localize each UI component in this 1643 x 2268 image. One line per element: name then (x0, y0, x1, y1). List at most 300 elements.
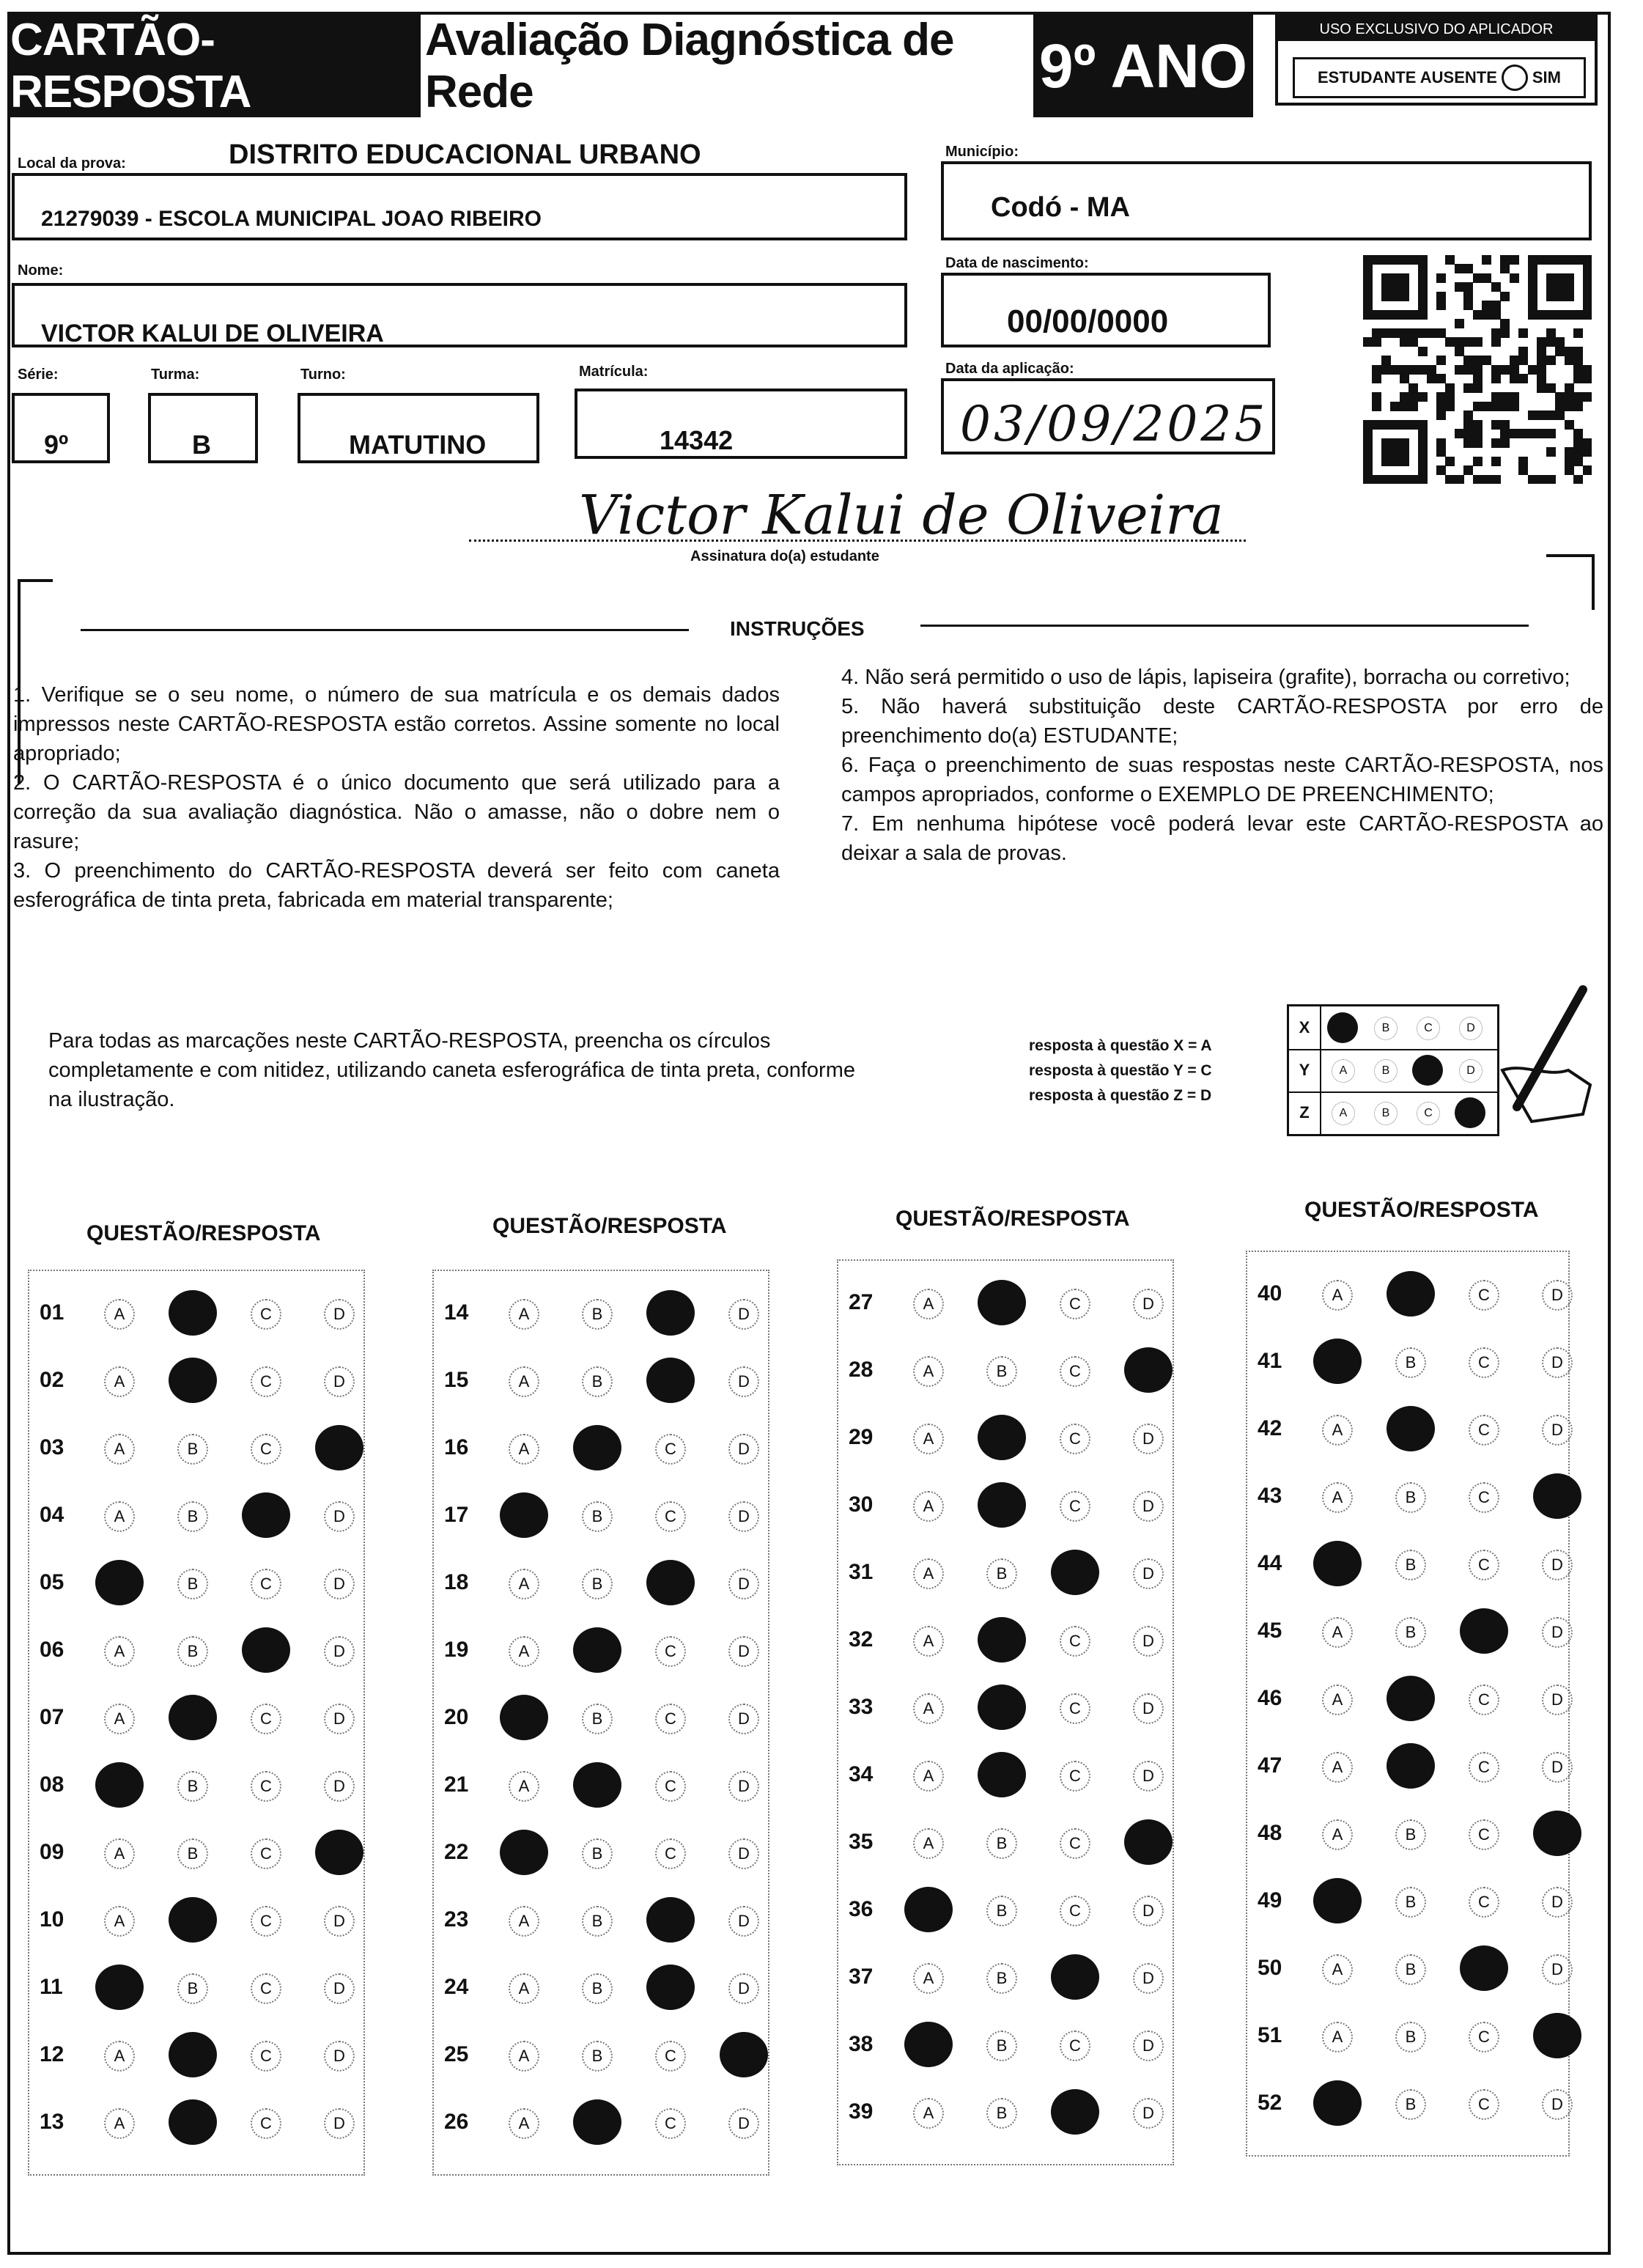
answer-bubble-filled[interactable] (1051, 1550, 1099, 1595)
answer-bubble[interactable]: D (728, 1569, 759, 1599)
answer-bubble-filled[interactable] (1460, 1608, 1508, 1654)
answer-bubble-filled[interactable] (242, 1492, 290, 1538)
answer-bubble[interactable]: A (1322, 1819, 1353, 1850)
answer-bubble-filled[interactable] (95, 1560, 144, 1605)
answer-bubble[interactable]: B (1395, 1347, 1426, 1378)
answer-bubble-filled[interactable] (1313, 2080, 1362, 2126)
answer-bubble[interactable]: D (324, 1569, 355, 1599)
answer-bubble[interactable]: C (251, 1299, 281, 1330)
qr-module (1445, 392, 1455, 402)
qr-module (1565, 465, 1574, 475)
qr-module (1390, 457, 1400, 466)
qr-module (1372, 255, 1381, 265)
answer-bubble-filled[interactable] (978, 1685, 1026, 1730)
answer-bubble[interactable]: A (913, 1424, 944, 1454)
answer-bubble[interactable]: D (1133, 2030, 1164, 2061)
answer-bubble-filled[interactable] (169, 2032, 217, 2077)
answer-bubble[interactable]: B (1395, 2089, 1426, 2120)
answer-bubble-filled[interactable] (1313, 1878, 1362, 1923)
answer-bubble[interactable]: D (728, 1973, 759, 2004)
answer-bubble[interactable]: C (1469, 1415, 1499, 1446)
answer-bubble-filled[interactable] (1051, 1954, 1099, 2000)
answer-bubble[interactable]: D (728, 1704, 759, 1734)
answer-bubble[interactable]: A (913, 1693, 944, 1724)
answer-bubble[interactable]: B (177, 1501, 208, 1532)
answer-bubble[interactable]: B (1395, 1482, 1426, 1513)
question-number: 35 (849, 1830, 874, 1854)
nome-value: VICTOR KALUI DE OLIVEIRA (41, 320, 384, 347)
answer-bubble[interactable]: B (582, 1838, 613, 1869)
qr-module (1363, 255, 1373, 265)
answer-bubble-filled[interactable] (315, 1425, 363, 1470)
answer-bubble[interactable]: D (1542, 1954, 1573, 1985)
answer-bubble[interactable]: D (324, 1906, 355, 1937)
answer-bubble[interactable]: B (1395, 1819, 1426, 1850)
answer-bubble[interactable]: A (913, 1289, 944, 1319)
answer-bubble[interactable]: B (177, 1973, 208, 2004)
answer-bubble-filled[interactable] (978, 1482, 1026, 1528)
answer-bubble[interactable]: D (728, 1771, 759, 1802)
qr-module (1537, 356, 1546, 365)
answer-bubble-filled[interactable] (169, 1290, 217, 1336)
answer-bubble[interactable]: D (1542, 1617, 1573, 1648)
answer-bubble[interactable]: D (324, 1704, 355, 1734)
qr-module (1555, 402, 1565, 411)
answer-bubble[interactable]: D (1133, 1289, 1164, 1319)
question-number: 13 (40, 2110, 64, 2134)
answer-bubble[interactable]: B (582, 1973, 613, 2004)
answer-bubble[interactable]: C (655, 1838, 686, 1869)
qr-module (1573, 255, 1583, 265)
answer-bubble[interactable]: A (913, 1491, 944, 1522)
qr-module (1418, 301, 1428, 310)
qr-module (1565, 282, 1574, 292)
answer-bubble[interactable]: D (728, 1299, 759, 1330)
question-number: 21 (444, 1772, 469, 1797)
answer-bubble[interactable]: A (913, 1963, 944, 1994)
answer-bubble-filled[interactable] (500, 1830, 548, 1875)
qr-module (1537, 347, 1546, 356)
question-number: 36 (849, 1897, 874, 1921)
question-number: 34 (849, 1762, 874, 1786)
qr-module (1363, 337, 1373, 347)
answer-bubble-filled[interactable] (1533, 2013, 1581, 2058)
answer-bubble[interactable]: B (986, 1356, 1017, 1387)
answer-bubble[interactable]: D (1133, 1424, 1164, 1454)
qr-module (1473, 383, 1483, 393)
instruction-6: 6. Faça o preenchimento de suas respostas neste CARTÃO-RESPOSTA, nos campos apropriados, conforme o EXEMPLO DE PREENCHIMENTO; (841, 754, 1603, 806)
qr-module (1510, 392, 1519, 402)
instruction-4: 4. Não será permitido o uso de lápis, lapiseira (grafite), borracha ou corretivo; (841, 666, 1570, 689)
question-number: 28 (849, 1358, 874, 1382)
nascimento-label: Data de nascimento: (945, 255, 1089, 271)
answer-bubble-filled[interactable] (1313, 1541, 1362, 1586)
answer-bubble[interactable]: C (1060, 1356, 1090, 1387)
answer-bubble[interactable]: C (251, 1838, 281, 1869)
answer-bubble[interactable]: A (509, 1636, 539, 1667)
answer-bubble[interactable]: C (1469, 1685, 1499, 1715)
grade-label: 9º ANO (1033, 15, 1253, 117)
answer-bubble-filled[interactable] (978, 1617, 1026, 1663)
absent-checkbox[interactable] (1502, 65, 1528, 91)
answer-bubble-filled[interactable] (1124, 1819, 1173, 1865)
answer-bubble[interactable]: B (986, 2030, 1017, 2061)
answer-bubble[interactable]: D (1542, 1550, 1573, 1580)
question-number: 39 (849, 2099, 874, 2124)
answer-bubble[interactable]: C (251, 1704, 281, 1734)
answer-bubble[interactable]: C (655, 1501, 686, 1532)
qr-module (1528, 273, 1537, 283)
answer-bubble-filled[interactable] (646, 1897, 695, 1943)
answer-bubble[interactable]: B (582, 1569, 613, 1599)
qr-module (1445, 402, 1455, 411)
qr-module (1510, 429, 1519, 438)
turno-label: Turno: (300, 367, 346, 383)
answer-bubble[interactable]: A (104, 1636, 135, 1667)
answer-bubble[interactable]: D (728, 2108, 759, 2139)
question-number: 24 (444, 1975, 469, 1999)
qr-module (1427, 365, 1436, 375)
answer-bubble[interactable]: B (1395, 2022, 1426, 2052)
qr-module (1381, 292, 1391, 301)
answer-bubble[interactable]: B (582, 1704, 613, 1734)
answer-bubble-filled[interactable] (95, 1762, 144, 1808)
answer-bubble[interactable]: A (1322, 1617, 1353, 1648)
qr-module (1381, 365, 1391, 375)
answer-bubble-filled[interactable] (1533, 1811, 1581, 1856)
question-number: 17 (444, 1503, 469, 1527)
answer-bubble[interactable]: C (1469, 1752, 1499, 1783)
qr-module (1400, 402, 1409, 411)
answer-bubble[interactable]: C (655, 1636, 686, 1667)
answer-bubble-filled[interactable] (1460, 1945, 1508, 1991)
answer-bubble[interactable]: D (1133, 1693, 1164, 1724)
answer-bubble-filled[interactable] (315, 1830, 363, 1875)
answer-bubble[interactable]: A (1322, 2022, 1353, 2052)
answer-bubble[interactable]: C (1469, 2089, 1499, 2120)
matricula-field (575, 389, 907, 459)
answer-bubble-filled[interactable] (573, 1627, 621, 1673)
answer-bubble-filled[interactable] (169, 1695, 217, 1740)
answer-bubble[interactable]: C (1469, 1347, 1499, 1378)
answer-bubble[interactable]: C (1060, 1828, 1090, 1859)
answer-bubble[interactable]: D (324, 1366, 355, 1397)
answer-bubble[interactable]: B (1395, 1887, 1426, 1918)
answer-bubble-filled[interactable] (169, 2099, 217, 2145)
answer-bubble[interactable]: A (509, 2108, 539, 2139)
answer-bubble-filled[interactable] (169, 1897, 217, 1943)
answer-bubble-filled[interactable] (720, 2032, 768, 2077)
answer-bubble[interactable]: A (509, 1973, 539, 2004)
answer-bubble-filled[interactable] (242, 1627, 290, 1673)
answer-bubble[interactable]: A (509, 1366, 539, 1397)
answer-bubble[interactable]: D (324, 2108, 355, 2139)
answer-bubble[interactable]: C (1060, 1896, 1090, 1926)
qr-module (1528, 410, 1537, 420)
answer-bubble[interactable]: D (324, 1973, 355, 2004)
answer-bubble[interactable]: A (104, 1906, 135, 1937)
answer-bubble[interactable]: A (104, 1366, 135, 1397)
answer-bubble[interactable]: A (104, 2108, 135, 2139)
answer-bubble[interactable]: D (1133, 1896, 1164, 1926)
answer-bubble[interactable]: A (509, 1434, 539, 1465)
answer-bubble[interactable]: D (324, 1501, 355, 1532)
answer-bubble[interactable]: C (1469, 1819, 1499, 1850)
qr-module (1573, 310, 1583, 320)
answer-bubble[interactable]: D (324, 2041, 355, 2072)
qr-module (1565, 392, 1574, 402)
answer-bubble[interactable]: D (1133, 1626, 1164, 1657)
answer-bubble-filled[interactable] (646, 1965, 695, 2010)
qr-module (1565, 273, 1574, 283)
answer-bubble-filled[interactable] (978, 1752, 1026, 1797)
answer-bubble[interactable]: B (582, 1906, 613, 1937)
answer-bubble[interactable]: C (1060, 1289, 1090, 1319)
answer-bubble[interactable]: B (582, 2041, 613, 2072)
question-number: 33 (849, 1695, 874, 1719)
question-number: 41 (1258, 1349, 1282, 1373)
answer-bubble[interactable]: D (1542, 1685, 1573, 1715)
answer-bubble[interactable]: A (913, 1558, 944, 1589)
answer-bubble[interactable]: A (104, 2041, 135, 2072)
qr-module (1363, 438, 1373, 448)
answer-bubble[interactable]: A (104, 1704, 135, 1734)
answer-bubble[interactable]: D (728, 1838, 759, 1869)
answer-bubble[interactable]: A (913, 2098, 944, 2129)
qr-module (1400, 457, 1409, 466)
answer-bubble[interactable]: B (582, 1501, 613, 1532)
qr-module (1473, 420, 1483, 430)
answer-bubble[interactable]: B (1395, 1550, 1426, 1580)
qr-module (1537, 255, 1546, 265)
answer-bubble-filled[interactable] (573, 2099, 621, 2145)
answer-bubble-filled[interactable] (646, 1358, 695, 1403)
answer-bubble[interactable]: A (104, 1434, 135, 1465)
answers-column-header: QUESTÃO/RESPOSTA (896, 1207, 1130, 1231)
qr-module (1436, 402, 1446, 411)
answer-bubble[interactable]: B (582, 1366, 613, 1397)
answer-bubble-filled[interactable] (1387, 1271, 1435, 1317)
answer-bubble[interactable]: C (251, 1771, 281, 1802)
answer-bubble-filled[interactable] (1387, 1743, 1435, 1789)
answer-bubble[interactable]: C (1469, 1482, 1499, 1513)
answer-bubble[interactable]: C (251, 1973, 281, 2004)
answer-bubble-filled[interactable] (95, 1965, 144, 2010)
answer-bubble[interactable]: B (986, 1963, 1017, 1994)
answer-bubble[interactable]: B (582, 1299, 613, 1330)
qr-code (1363, 255, 1592, 482)
qr-module (1537, 475, 1546, 485)
qr-module (1463, 429, 1473, 438)
answer-bubble[interactable]: C (1060, 1626, 1090, 1657)
answer-bubble[interactable]: C (251, 2108, 281, 2139)
answer-bubble[interactable]: A (509, 1299, 539, 1330)
answer-bubble-filled[interactable] (573, 1762, 621, 1808)
answer-bubble[interactable]: B (986, 2098, 1017, 2129)
answer-bubble[interactable]: D (324, 1299, 355, 1330)
answer-bubble[interactable]: A (913, 1626, 944, 1657)
answer-bubble[interactable]: A (509, 1569, 539, 1599)
question-number: 09 (40, 1840, 64, 1864)
example-row-label: X (1289, 1006, 1321, 1049)
qr-module (1491, 420, 1501, 430)
qr-module (1390, 328, 1400, 338)
answer-bubble[interactable]: D (1133, 1963, 1164, 1994)
answer-bubble[interactable]: C (1060, 1424, 1090, 1454)
qr-module (1400, 292, 1409, 301)
answer-bubble[interactable]: A (1322, 1482, 1353, 1513)
answer-bubble[interactable]: A (104, 1838, 135, 1869)
answer-bubble-filled[interactable] (1051, 2089, 1099, 2135)
qr-module (1427, 328, 1436, 338)
qr-module (1418, 282, 1428, 292)
answer-bubble-filled[interactable] (904, 1887, 953, 1932)
qr-module (1573, 429, 1583, 438)
turma-value: B (192, 430, 211, 460)
answer-bubble-filled[interactable] (500, 1695, 548, 1740)
answer-bubble[interactable]: B (177, 1636, 208, 1667)
answer-bubble[interactable]: A (509, 1906, 539, 1937)
answer-bubble[interactable]: C (1060, 1761, 1090, 1792)
answer-bubble[interactable]: D (728, 1434, 759, 1465)
answer-bubble[interactable]: D (324, 1636, 355, 1667)
question-number: 46 (1258, 1686, 1282, 1710)
answer-bubble[interactable]: A (509, 1771, 539, 1802)
answer-bubble[interactable]: A (104, 1501, 135, 1532)
qr-module (1573, 457, 1583, 466)
answer-bubble[interactable]: D (1133, 1491, 1164, 1522)
answer-bubble-filled[interactable] (978, 1415, 1026, 1460)
answers-column-header: QUESTÃO/RESPOSTA (1304, 1198, 1539, 1222)
answer-bubble[interactable]: C (655, 2108, 686, 2139)
answer-bubble[interactable]: D (1133, 1558, 1164, 1589)
answer-bubble[interactable]: B (177, 1838, 208, 1869)
example-bubble: D (1459, 1017, 1483, 1040)
answer-bubble[interactable]: D (1542, 1752, 1573, 1783)
answer-bubble[interactable]: C (655, 1771, 686, 1802)
answer-bubble-filled[interactable] (1124, 1347, 1173, 1393)
answer-bubble[interactable]: A (1322, 1954, 1353, 1985)
answer-bubble[interactable]: D (1542, 1887, 1573, 1918)
answer-bubble[interactable]: C (1060, 1491, 1090, 1522)
qr-module (1445, 255, 1455, 265)
answer-bubble[interactable]: B (177, 1434, 208, 1465)
answer-bubble-filled[interactable] (646, 1560, 695, 1605)
answer-bubble[interactable]: B (177, 1771, 208, 1802)
answer-bubble[interactable]: A (913, 1356, 944, 1387)
qr-module (1408, 328, 1418, 338)
answer-bubble[interactable]: C (251, 2041, 281, 2072)
answer-bubble[interactable]: C (251, 1906, 281, 1937)
answer-bubble[interactable]: C (1469, 1887, 1499, 1918)
answer-bubble-filled[interactable] (978, 1280, 1026, 1325)
qr-module (1463, 420, 1473, 430)
qr-module (1445, 337, 1455, 347)
answer-bubble[interactable]: C (251, 1366, 281, 1397)
qr-module (1436, 410, 1446, 420)
qr-module (1400, 282, 1409, 292)
qr-module (1381, 438, 1391, 448)
answer-bubble[interactable]: D (1133, 1761, 1164, 1792)
matricula-value: 14342 (660, 425, 734, 455)
answer-bubble[interactable]: A (1322, 1685, 1353, 1715)
pen-hand-icon (1473, 982, 1598, 1129)
answer-bubble[interactable]: A (509, 2041, 539, 2072)
answer-bubble-filled[interactable] (1533, 1473, 1581, 1519)
qr-module (1583, 374, 1592, 383)
qr-module (1546, 337, 1556, 347)
signature: Victor Kalui de Oliveira (579, 484, 1224, 547)
answer-bubble[interactable]: B (1395, 1617, 1426, 1648)
answer-bubble[interactable]: A (1322, 1415, 1353, 1446)
answer-bubble[interactable]: D (1542, 1347, 1573, 1378)
answer-bubble[interactable]: B (1395, 1954, 1426, 1985)
answer-bubble[interactable]: C (1060, 2030, 1090, 2061)
question-number: 47 (1258, 1753, 1282, 1778)
answer-bubble[interactable]: C (1469, 2022, 1499, 2052)
qr-module (1555, 347, 1565, 356)
legend-y: resposta à questão Y = C (1029, 1062, 1212, 1079)
answer-bubble[interactable]: C (1469, 1550, 1499, 1580)
qr-module (1372, 365, 1381, 375)
answer-bubble[interactable]: D (728, 1906, 759, 1937)
local-label: Local da prova: (18, 155, 126, 172)
qr-module (1565, 356, 1574, 365)
answer-bubble-filled[interactable] (1313, 1339, 1362, 1384)
answer-bubble[interactable]: C (251, 1569, 281, 1599)
answer-bubble-filled[interactable] (169, 1358, 217, 1403)
answer-bubble[interactable]: C (655, 1434, 686, 1465)
answer-bubble[interactable]: B (177, 1569, 208, 1599)
answer-bubble[interactable]: D (1133, 2098, 1164, 2129)
answer-bubble[interactable]: C (251, 1434, 281, 1465)
qr-module (1408, 337, 1418, 347)
answer-bubble[interactable]: A (1322, 1752, 1353, 1783)
qr-module (1372, 392, 1381, 402)
example-bubble: D (1459, 1059, 1483, 1083)
answer-bubble[interactable]: A (913, 1828, 944, 1859)
answer-bubble[interactable]: B (986, 1558, 1017, 1589)
answer-bubble[interactable]: B (986, 1896, 1017, 1926)
answer-bubble[interactable]: A (1322, 1280, 1353, 1311)
answer-bubble[interactable]: D (728, 1501, 759, 1532)
qr-module (1418, 264, 1428, 273)
answer-bubble[interactable]: A (913, 1761, 944, 1792)
answer-bubble[interactable]: D (324, 1771, 355, 1802)
answer-bubble[interactable]: C (1469, 1280, 1499, 1311)
qr-module (1408, 420, 1418, 430)
answer-bubble[interactable]: D (1542, 1415, 1573, 1446)
qr-module (1390, 292, 1400, 301)
answer-bubble[interactable]: C (655, 1704, 686, 1734)
answer-bubble[interactable]: D (728, 1636, 759, 1667)
answer-bubble-filled[interactable] (573, 1425, 621, 1470)
answer-bubble[interactable]: D (728, 1366, 759, 1397)
answer-bubble[interactable]: B (986, 1828, 1017, 1859)
qr-module (1528, 301, 1537, 310)
answer-bubble-filled[interactable] (1387, 1406, 1435, 1451)
answer-bubble[interactable]: C (655, 2041, 686, 2072)
answer-bubble-filled[interactable] (1387, 1676, 1435, 1721)
answer-bubble-filled[interactable] (500, 1492, 548, 1538)
answer-bubble[interactable]: C (1060, 1693, 1090, 1724)
answer-bubble-filled[interactable] (904, 2022, 953, 2067)
answer-bubble[interactable]: D (1542, 1280, 1573, 1311)
answer-bubble-filled[interactable] (646, 1290, 695, 1336)
qr-module (1418, 328, 1428, 338)
answer-bubble[interactable]: D (1542, 2089, 1573, 2120)
answer-bubble[interactable]: A (104, 1299, 135, 1330)
